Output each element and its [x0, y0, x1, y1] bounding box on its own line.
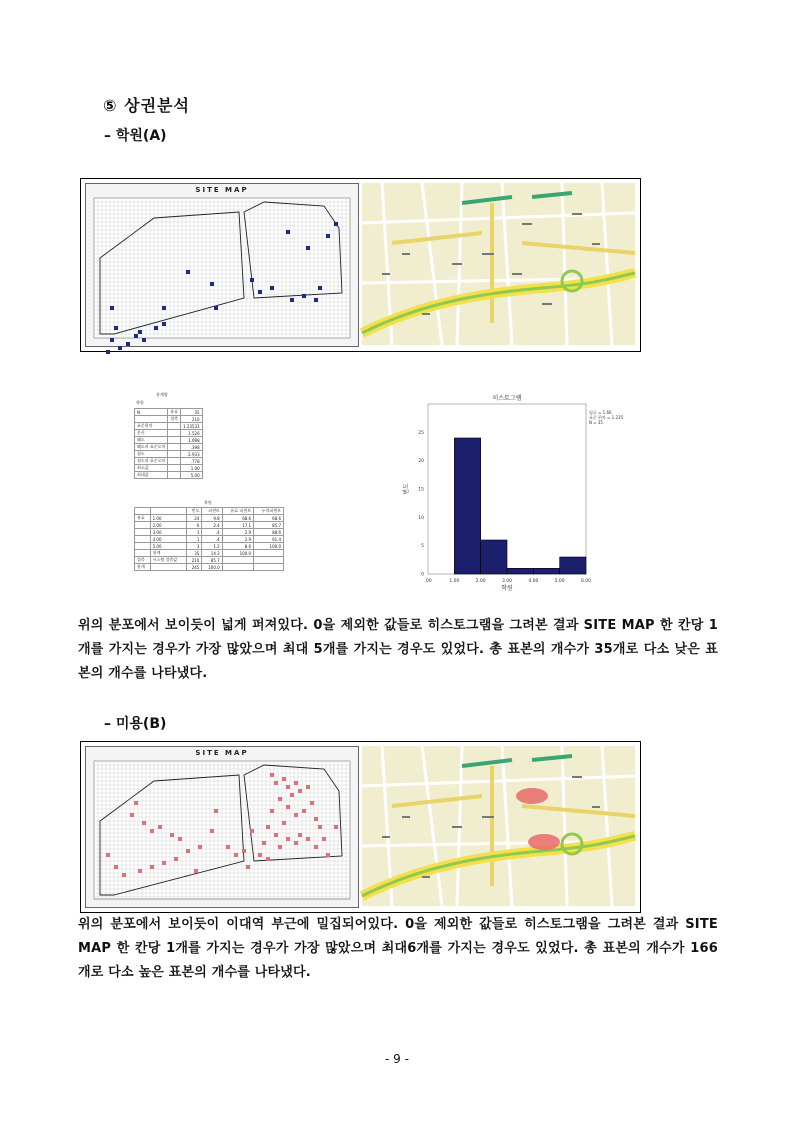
site-map-marker: [134, 334, 138, 338]
site-map-title: SITE MAP: [195, 186, 249, 194]
table-cell: 85.7: [202, 557, 222, 564]
table-cell: 2.4: [202, 522, 222, 529]
table-cell: 결측: [168, 416, 181, 423]
x-axis-label: 학원: [501, 585, 513, 592]
site-map-marker: [114, 326, 118, 330]
table-cell: 3.00: [150, 529, 186, 536]
table-cell: 유효: [168, 409, 181, 416]
y-tick-label: 25: [418, 430, 424, 436]
site-map-marker: [130, 813, 134, 817]
site-map-marker: [318, 825, 322, 829]
table-row: [135, 423, 203, 430]
site-map-marker: [294, 841, 298, 845]
table-cell: [135, 529, 151, 536]
site-map-marker: [250, 829, 254, 833]
site-map-marker: [318, 286, 322, 290]
site-map-marker: [278, 797, 282, 801]
table-cell: [135, 536, 151, 543]
table-cell: 17.1: [222, 522, 253, 529]
table-row: [135, 451, 203, 458]
table-row: [135, 437, 203, 444]
table-cell: 8.6: [222, 543, 253, 550]
site-map-marker: [226, 845, 230, 849]
site-map-marker: [194, 869, 198, 873]
site-map-marker: [326, 853, 330, 857]
table-cell: 68.6: [222, 515, 253, 522]
histogram-bar: [507, 568, 533, 574]
table-cell: [254, 564, 284, 571]
site-map-marker: [246, 865, 250, 869]
site-map-marker: [126, 342, 130, 346]
subsection-title-beauty: – 미용(B): [104, 716, 167, 732]
stats-table-subtitle: 학원: [136, 400, 144, 405]
histogram-bar: [560, 557, 586, 574]
table-cell: 14.3: [202, 550, 222, 557]
site-map-marker: [142, 821, 146, 825]
site-map-marker: [214, 306, 218, 310]
table-cell: 빈도: [186, 508, 202, 515]
table-row: [135, 557, 284, 564]
table-cell: 최소값: [135, 465, 168, 472]
table-cell: 4.00: [150, 536, 186, 543]
site-map-marker: [198, 845, 202, 849]
site-map-marker: [270, 773, 274, 777]
site-map-marker: [334, 825, 338, 829]
site-map-marker: [234, 853, 238, 857]
table-cell: 2.00: [150, 522, 186, 529]
y-tick-label: 0: [421, 572, 424, 578]
page-number: - 9 -: [385, 1052, 409, 1066]
table-cell: .778: [181, 458, 203, 465]
table-row: [135, 465, 203, 472]
table-cell: 1.2: [202, 543, 222, 550]
table-cell: 5.00: [150, 543, 186, 550]
table-row: [135, 536, 284, 543]
table-row: [135, 409, 203, 416]
site-map-marker: [262, 841, 266, 845]
table-row: [135, 472, 203, 479]
site-map-grid: [86, 747, 358, 907]
table-cell: 5.00: [181, 472, 203, 479]
site-map-marker: [266, 857, 270, 861]
stats-table: [134, 408, 203, 479]
site-map-marker: [178, 837, 182, 841]
site-map-marker: [258, 853, 262, 857]
site-map-marker: [150, 865, 154, 869]
site-map-marker: [162, 861, 166, 865]
table-cell: 88.6: [254, 529, 284, 536]
site-map-marker: [210, 282, 214, 286]
x-tick-label: 2.00: [475, 579, 486, 584]
y-tick-label: 5: [421, 544, 424, 550]
x-tick-label: 5.00: [554, 579, 565, 584]
table-row: [135, 416, 203, 423]
cluster-highlight: [516, 788, 548, 804]
site-map-marker: [150, 829, 154, 833]
site-map-marker: [282, 777, 286, 781]
table-cell: [168, 458, 181, 465]
table-cell: 왜도: [135, 437, 168, 444]
site-map-marker: [294, 813, 298, 817]
table-row: [135, 543, 284, 550]
site-map-marker: [170, 833, 174, 837]
table-row: [135, 444, 203, 451]
site-map-marker: [298, 789, 302, 793]
table-cell: 표준편차: [135, 423, 168, 430]
section-heading: ⑤ 상권분석: [103, 96, 190, 115]
histogram-bar: [533, 568, 559, 574]
x-tick-label: 4.00: [528, 579, 539, 584]
table-cell: 245: [186, 564, 202, 571]
site-map-marker: [162, 306, 166, 310]
table-cell: 3: [186, 543, 202, 550]
site-map-marker: [282, 821, 286, 825]
table-cell: 1.698: [181, 437, 203, 444]
site-map-marker: [274, 833, 278, 837]
table-cell: [135, 550, 151, 557]
site-map-marker: [106, 350, 110, 354]
x-tick-label: 6.00: [580, 579, 592, 584]
table-cell: 2.933: [181, 451, 203, 458]
table-cell: 누적퍼센트: [254, 508, 284, 515]
site-map-marker: [270, 286, 274, 290]
table-cell: [135, 508, 151, 515]
table-cell: 91.4: [254, 536, 284, 543]
table-cell: [168, 451, 181, 458]
site-map-marker: [314, 298, 318, 302]
paragraph-beauty: 위의 분포에서 보이듯이 이대역 부근에 밀집되어있다. 0을 제외한 값들로 히스토그램을 그려본 결과 SITE MAP 한 칸당 1개를 가지는 경우가 가장 많았으며 최대6개를 가지는 경우도 있었다. 총 표본의 개수가 166개로 다소 높은 표본의 개수를 나타냈다.: [78, 917, 718, 980]
histogram-bar: [454, 438, 480, 574]
y-tick-label: 15: [418, 487, 424, 493]
table-cell: .4: [202, 529, 222, 536]
table-cell: 첨도: [135, 451, 168, 458]
table-cell: 6: [186, 522, 202, 529]
table-cell: 24: [186, 515, 202, 522]
frequency-table: [134, 507, 284, 571]
figure-beauty: [80, 741, 641, 913]
site-map-marker: [250, 278, 254, 282]
site-map-academy: [85, 183, 359, 347]
table-cell: 퍼센트: [202, 508, 222, 515]
table-cell: [168, 444, 181, 451]
paragraph-academy: 위의 분포에서 보이듯이 넓게 퍼져있다. 0을 제외한 값들로 히스토그램을 그려본 결과 SITE MAP 한 칸당 1개를 가지는 경우가 가장 많았으며 최대 5개를 가지는 경우도 있었다. 총 표본의 개수가 35개로 다소 낮은 표본의 개수를 나타냈다.: [78, 618, 718, 681]
table-cell: 35: [186, 550, 202, 557]
table-cell: .398: [181, 444, 203, 451]
site-map-marker: [302, 809, 306, 813]
site-map-marker: [306, 246, 310, 250]
table-cell: 합계: [135, 564, 151, 571]
site-map-beauty: [85, 746, 359, 908]
table-cell: 2.9: [222, 536, 253, 543]
table-cell: [168, 465, 181, 472]
site-map-marker: [314, 817, 318, 821]
table-cell: [254, 550, 284, 557]
table-cell: 1: [186, 529, 202, 536]
street-map-graphic: [362, 746, 635, 906]
site-map-marker: [114, 865, 118, 869]
table-cell: [135, 416, 168, 423]
table-cell: 210: [181, 416, 203, 423]
table-row: [135, 550, 284, 557]
table-cell: [135, 522, 151, 529]
site-map-marker: [302, 294, 306, 298]
table-cell: 100.0: [254, 543, 284, 550]
site-map-marker: [310, 801, 314, 805]
table-cell: 68.6: [254, 515, 284, 522]
street-map-graphic: [362, 183, 635, 345]
site-map-marker: [186, 270, 190, 274]
table-cell: [168, 437, 181, 444]
stats-table-title: 통계량: [156, 392, 168, 397]
chart-legend-line: N = 35: [589, 420, 603, 425]
table-cell: 9.8: [202, 515, 222, 522]
table-cell: [150, 508, 186, 515]
table-cell: 1.526: [181, 430, 203, 437]
chart-title: 히스토그램: [492, 395, 522, 402]
chart-legend-line: 평균 = 1.66: [589, 410, 612, 415]
table-cell: 35: [181, 409, 203, 416]
histogram-chart: [376, 392, 624, 592]
site-map-marker: [274, 781, 278, 785]
table-row: [135, 529, 284, 536]
table-cell: [168, 472, 181, 479]
table-cell: [168, 423, 181, 430]
table-cell: 210: [186, 557, 202, 564]
site-map-marker: [290, 298, 294, 302]
y-tick-label: 10: [418, 515, 424, 521]
table-row: [135, 515, 284, 522]
table-row: [135, 564, 284, 571]
table-cell: 1.00: [150, 515, 186, 522]
x-tick-label: 3.00: [501, 579, 513, 584]
y-tick-label: 20: [418, 459, 424, 465]
site-map-marker: [266, 825, 270, 829]
chart-legend-line: 표준 편차 = 1.235: [589, 415, 624, 420]
table-cell: 첨도의 표준오차: [135, 458, 168, 465]
site-map-marker: [174, 857, 178, 861]
table-cell: 유효: [135, 515, 151, 522]
table-cell: .4: [202, 536, 222, 543]
table-cell: [222, 557, 253, 564]
table-cell: [222, 564, 253, 571]
site-map-marker: [134, 801, 138, 805]
site-map-marker: [334, 222, 338, 226]
table-cell: [135, 543, 151, 550]
table-cell: [168, 430, 181, 437]
table-cell: 최대값: [135, 472, 168, 479]
street-map-academy: [362, 183, 635, 345]
table-cell: 왜도의 표준오차: [135, 444, 168, 451]
table-row: [135, 458, 203, 465]
site-map-marker: [286, 837, 290, 841]
site-map-marker: [258, 290, 262, 294]
site-map-marker: [270, 809, 274, 813]
site-map-marker: [286, 785, 290, 789]
site-map-marker: [154, 326, 158, 330]
site-map-marker: [118, 346, 122, 350]
y-axis-label: 빈도: [403, 483, 410, 495]
table-cell: 85.7: [254, 522, 284, 529]
site-map-marker: [186, 849, 190, 853]
cluster-highlight: [528, 834, 560, 850]
site-map-marker: [158, 825, 162, 829]
site-map-marker: [306, 785, 310, 789]
table-cell: 1: [186, 536, 202, 543]
table-cell: [254, 557, 284, 564]
table-cell: 분산: [135, 430, 168, 437]
site-map-marker: [286, 230, 290, 234]
table-cell: N: [135, 409, 168, 416]
site-map-marker: [122, 873, 126, 877]
site-map-marker: [286, 805, 290, 809]
site-map-marker: [278, 845, 282, 849]
histogram-bar: [481, 540, 507, 574]
table-cell: 합계: [150, 550, 186, 557]
street-map-beauty: [362, 746, 635, 906]
site-map-marker: [242, 849, 246, 853]
table-cell: [150, 564, 186, 571]
site-map-marker: [210, 829, 214, 833]
site-map-marker: [290, 793, 294, 797]
table-cell: 결측: [135, 557, 151, 564]
site-map-marker: [322, 837, 326, 841]
site-map-marker: [214, 809, 218, 813]
freq-table-title: 학원: [204, 500, 212, 505]
site-map-marker: [138, 330, 142, 334]
table-cell: 100.0: [202, 564, 222, 571]
site-map-marker: [294, 781, 298, 785]
site-map-marker: [298, 833, 302, 837]
site-map-marker: [138, 869, 142, 873]
x-tick-label: .00: [424, 579, 432, 584]
site-map-marker: [110, 338, 114, 342]
table-cell: 유효 퍼센트: [222, 508, 253, 515]
site-map-marker: [106, 853, 110, 857]
x-tick-label: 1.00: [449, 579, 460, 584]
table-row: [135, 430, 203, 437]
site-map-marker: [306, 837, 310, 841]
table-cell: 시스템 결측값: [150, 557, 186, 564]
table-header-row: [135, 508, 284, 515]
figure-academy: [80, 178, 641, 352]
site-map-marker: [326, 234, 330, 238]
site-map-grid: [86, 184, 358, 346]
site-map-marker: [162, 322, 166, 326]
site-map-title: SITE MAP: [195, 749, 249, 757]
table-cell: 1.23533: [181, 423, 203, 430]
site-map-marker: [314, 845, 318, 849]
site-map-marker: [110, 306, 114, 310]
table-row: [135, 522, 284, 529]
table-cell: 2.9: [222, 529, 253, 536]
table-cell: 1.00: [181, 465, 203, 472]
table-cell: 100.0: [222, 550, 253, 557]
subsection-title-academy: – 학원(A): [104, 128, 167, 144]
site-map-marker: [142, 338, 146, 342]
